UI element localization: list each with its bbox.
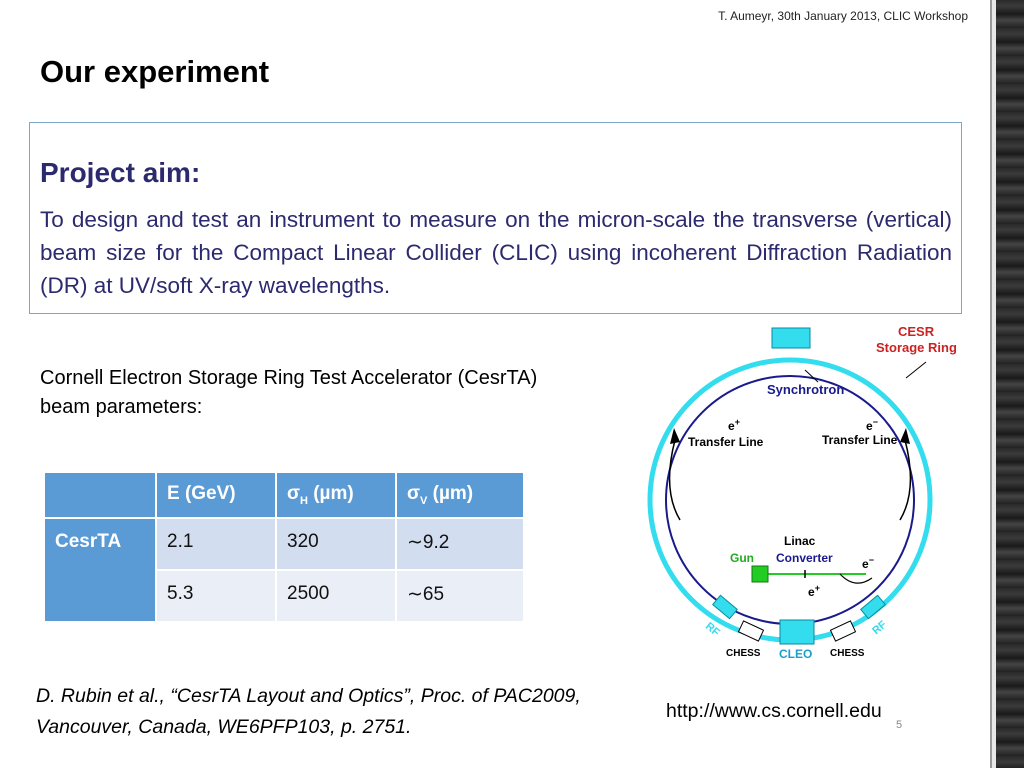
converter-label: Converter <box>776 551 833 565</box>
project-aim-heading: Project aim: <box>40 157 201 188</box>
header-subscript: V <box>420 494 428 507</box>
chess-box-right <box>830 621 855 641</box>
header-unit: (µm) <box>427 483 474 504</box>
rf-left-label: RF <box>702 620 722 639</box>
header-unit: (µm) <box>307 483 354 504</box>
table-header-cell <box>44 472 156 518</box>
decorative-side-bar <box>990 0 1024 768</box>
cesr-label-1: CESR <box>898 324 935 339</box>
header-note: T. Aumeyr, 30th January 2013, CLIC Workshop <box>718 9 968 23</box>
arrow-head-right <box>900 428 910 444</box>
top-magnet <box>772 328 810 348</box>
synchrotron-pointer <box>805 370 818 382</box>
cesr-storage-ring-diagram <box>640 320 980 670</box>
chess-box-left <box>738 621 763 641</box>
cleo-box <box>780 620 814 644</box>
transfer-line-left-label: Transfer Line <box>688 435 764 449</box>
header-subscript: H <box>300 494 308 507</box>
reference-citation: D. Rubin et al., “CesrTA Layout and Optics”, Proc. of PAC2009, Vancouver, Canada, WE6PFP103, p. 2751. <box>36 685 581 738</box>
table-cell: 5.3 <box>156 570 276 622</box>
table-header-row <box>44 472 524 518</box>
outer-ring <box>650 360 930 640</box>
synchrotron-label: Synchrotron <box>767 382 845 397</box>
header-symbol: σ <box>287 483 300 504</box>
table-cell: 2.1 <box>156 518 276 570</box>
injection-curve <box>840 574 872 583</box>
side-bar-highlight <box>992 0 996 768</box>
cesr-label-2: Storage Ring <box>876 340 957 355</box>
source-url[interactable]: http://www.cs.cornell.edu <box>666 700 882 722</box>
gun-label: Gun <box>730 551 754 565</box>
beam-parameters-table <box>43 471 525 623</box>
table-row <box>44 518 524 570</box>
table-header-cell: E (GeV) <box>156 472 276 518</box>
eminus-injection-label: e− <box>862 555 874 571</box>
project-aim-text: To design and test an instrument to measure on the micron-scale the transverse (vertical) beam size for the Compact Linear Collider (CLIC) using incoherent Diffraction Radiation (DR) at UV/soft X-ray wavelengths. <box>40 207 952 298</box>
page-number: 5 <box>896 719 903 731</box>
table-header-cell <box>276 472 396 518</box>
eplus-injection-label: e+ <box>808 583 820 599</box>
cesr-pointer <box>906 362 926 378</box>
slide-title: Our experiment <box>40 54 270 89</box>
beam-parameters-caption: Cornell Electron Storage Ring Test Accelerator (CesrTA) beam parameters: <box>40 367 538 418</box>
table-cell: ∼9.2 <box>396 518 524 570</box>
header-symbol: σ <box>407 483 420 504</box>
gun-box <box>752 566 768 582</box>
table-row-label: CesrTA <box>44 518 156 622</box>
rf-right-label: RF <box>870 618 890 638</box>
eminus-label: e− <box>866 417 878 433</box>
synchrotron-ring <box>666 376 914 624</box>
linac-label: Linac <box>784 534 816 548</box>
eplus-label: e+ <box>728 417 740 433</box>
transfer-line-right-label: Transfer Line <box>822 433 898 447</box>
chess-right-label: CHESS <box>830 648 865 659</box>
chess-left-label: CHESS <box>726 648 761 659</box>
project-aim-box <box>29 122 962 314</box>
table-header-cell <box>396 472 524 518</box>
table-cell: 2500 <box>276 570 396 622</box>
table-cell: ∼65 <box>396 570 524 622</box>
arrow-head-left <box>670 428 680 444</box>
cleo-label: CLEO <box>779 647 813 661</box>
table-cell: 320 <box>276 518 396 570</box>
